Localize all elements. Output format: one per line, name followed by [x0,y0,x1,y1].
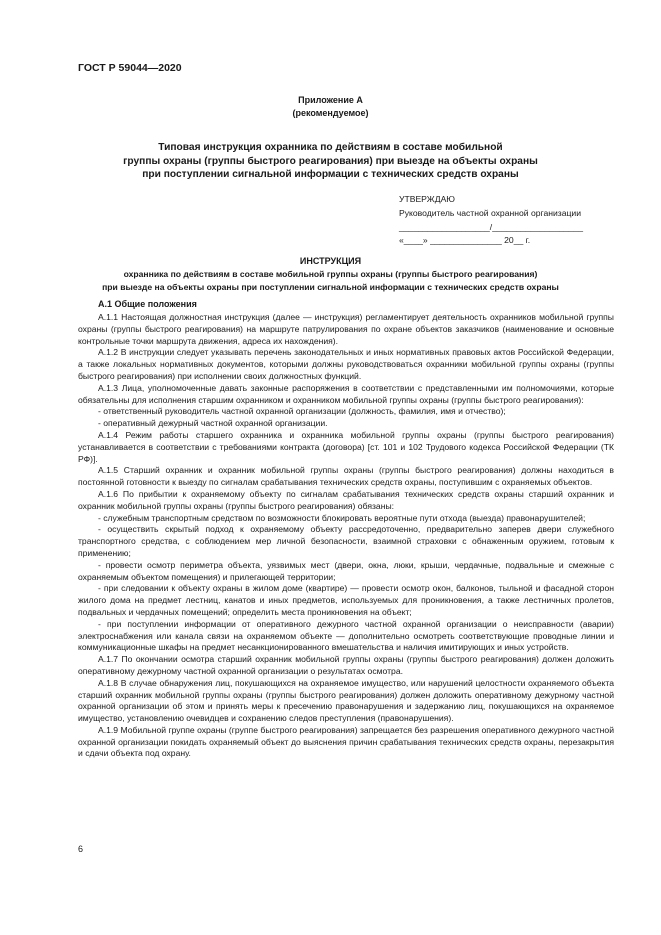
list-item: - при следовании к объекту охраны в жилом доме (квартире) — провести осмотр окон, балконов, тыльной и фасадной сторон жилого дома на предмет лестниц, канатов и иных предметов, используемых для проникновения, а также лестничных пролетов, подвальных и чердачных помещений; определить места проникновения на объект; [78,583,614,617]
standard-code: ГОСТ Р 59044—2020 [78,62,182,74]
approval-signature-line: ___________________/___________________ [399,221,584,232]
title-line-1: Типовая инструкция охранника по действиям в составе мобильной [158,142,503,153]
paragraph: А.1.8 В случае обнаружения лиц, покушающихся на охраняемое имущество, или нарушений целостности охраняемого объекта старший охранник мобильной группы охраны (группы быстрого реагирования) должен доложить оперативному дежурному частной охранной организации об этом и принять меры к пресечению правонарушения и задержанию лиц, покушающихся на охраняемое имущество, установлению очевидцев и сохранению следов преступления (правонарушения). [78,677,614,724]
approval-date-line: «____» _______________ 20__ г. [399,235,531,246]
section-heading: А.1 Общие положения [98,299,197,309]
instruction-subtitle [70,268,591,294]
section-body [78,312,614,760]
paragraph: А.1.3 Лица, уполномоченные давать законные распоряжения в соответствии с представленными им полномочиями, которые обязательны для исполнения старшим охранником и охранником мобильной группы охраны (группы быстрого реагирования): [78,382,614,405]
paragraph: А.1.2 В инструкции следует указывать перечень законодательных и иных нормативных правовых актов Российской Федерации, а также локальных нормативных документов, которыми должны руководствоваться охранники мобильной группы охраны (группы быстрого реагирования) при исполнении своих должностных функций. [78,347,614,381]
list-item: - провести осмотр периметра объекта, уязвимых мест (двери, окна, люки, крыши, чердачные, подвальные и смежные с охраняемым объектом помещения) и прилегающей территории; [78,559,614,582]
title-line-3: при поступлении сигнальной информации с технических средств охраны [142,169,519,180]
list-item: - ответственный руководитель частной охранной организации (должность, фамилия, имя и отчество); [98,406,506,417]
document-title [60,141,601,182]
list-item: - служебным транспортным средством по возможности блокировать вероятные пути отхода (выезда) правонарушителей; [98,512,586,523]
paragraph: А.1.9 Мобильной группе охраны (группе быстрого реагирования) запрещается без разрешения оперативного дежурного частной охранной организации покидать охраняемый объект до выяснения причин срабатывания технических средств охраны, перезакрытия и сдачи объекта под охрану. [78,724,614,759]
paragraph: А.1.7 По окончании осмотра старший охранник мобильной группы охраны (группы быстрого реагирования) должен доложить оперативному дежурному частной охранной организации о результатах осмотра. [78,654,614,676]
instruction-subtitle-line-2: при выезде на объекты охраны при поступлении сигнальной информации с технических средств охраны [102,281,559,292]
list-item: - осуществить скрытый подход к охраняемому объекту рассредоточенно, предварительно заперев двери служебного транспортного средства, с соблюдением мер личной безопасности, взаимной страховки с обнаженным оружием, готовым к применению; [78,524,614,558]
annex-title: Приложение А [298,95,363,105]
paragraph: А.1.6 По прибытии к охраняемому объекту по сигналам срабатывания технических средств охраны старший охранник и охранник мобильной группы охраны (группы быстрого реагирования) обязаны: [78,488,614,511]
paragraph: А.1.1 Настоящая должностная инструкция (далее — инструкция) регламентирует деятельность охранников мобильной группы охраны (группы быстрого реагирования) на маршруте патрулирования по охране объектов заказчиков (наименование и основные контрольные точки маршрута движения, адреса их нахождения). [78,312,614,346]
paragraph: А.1.4 Режим работы старшего охранника и охранника мобильной группы охраны (группы быстрого реагирования) устанавливается в соответствии с требованиями контракта (договора) [ст. 101 и 102 Трудового кодекса Российской Федерации (ТК РФ)]. [78,429,614,464]
paragraph: А.1.5 Старший охранник и охранник мобильной группы охраны (группы быстрого реагирования) должны находиться в постоянной готовности к выезду по сигналам срабатывания технических средств охраны, поступившим с охраняемых объектов. [78,465,614,488]
list-item: - оперативный дежурный частной охранной организации. [98,418,328,429]
annex-heading [0,94,661,119]
instruction-subtitle-line-1: охранника по действиям в составе мобильной группы охраны (группы быстрого реагирования) [123,269,538,279]
annex-note: (рекомендуемое) [292,107,369,118]
approval-block [399,193,617,248]
page-number: 6 [78,844,84,854]
approval-label: УТВЕРЖДАЮ [399,194,455,204]
approval-position: Руководитель частной охранной организации [399,207,582,218]
list-item: - при поступлении информации от оперативного дежурного частной охранной организации о неисправности (аварии) электроснабжения или канала связи на охраняемом объекте — дополнительно осмотреть соответствующие проводные линии и коммуникационные шкафы на предмет несанкционированного вмешательства и наличия имитирующих и иных устройств. [78,618,614,653]
instruction-title: ИНСТРУКЦИЯ [299,256,362,266]
title-line-2: группы охраны (группы быстрого реагирования) при выезде на объекты охраны [123,155,538,167]
